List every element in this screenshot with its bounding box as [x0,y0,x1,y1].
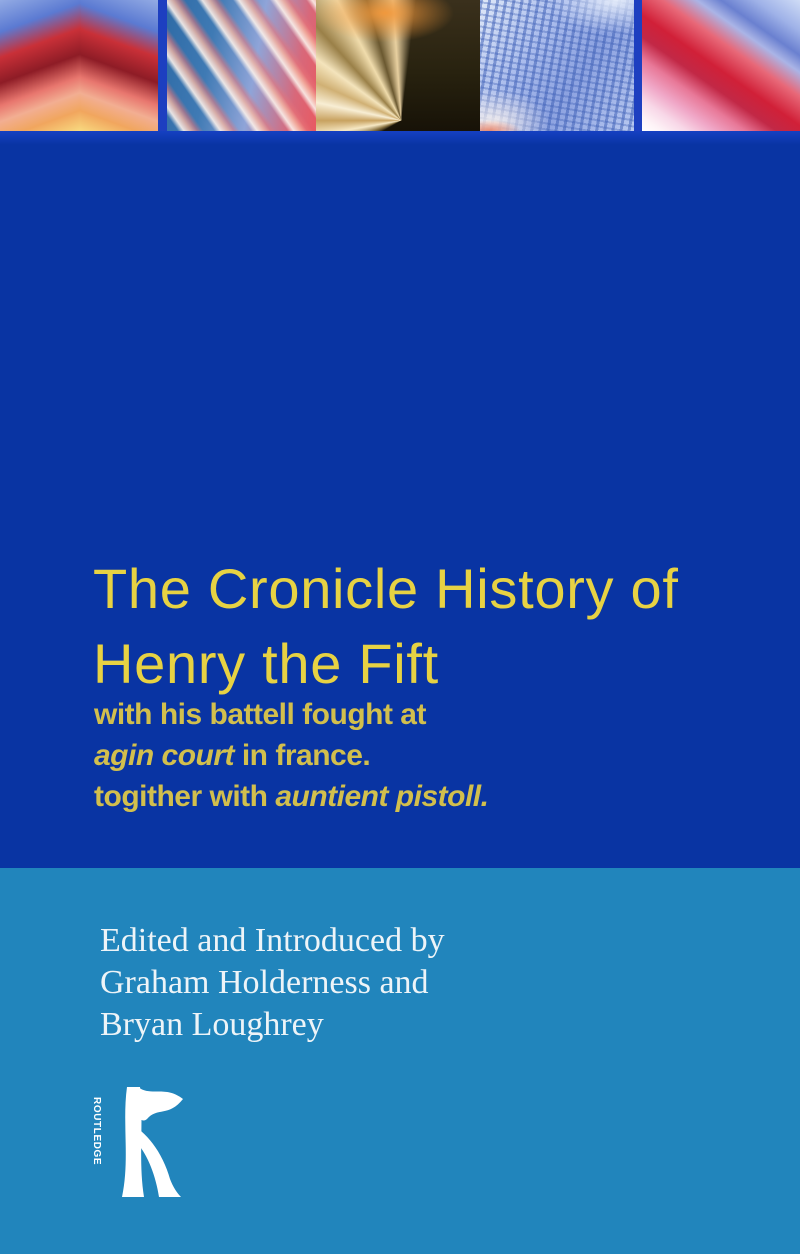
cover-photo-strip [0,0,800,131]
subtitle-line-2-rest: in france. [234,739,371,772]
subtitle-line-2-italic: agin court [94,739,235,772]
subtitle-line-3 [94,776,488,817]
photo-fanned-pages-icon [167,0,316,131]
credits-line-2: Graham Holderness and [100,964,429,1001]
subtitle-line-3-pre: togither with [94,780,276,813]
credits-line-3: Bryan Loughrey [100,1006,324,1043]
strip-divider [158,0,167,131]
book-title [93,551,679,701]
routledge-wordmark: ROUTLEDGE [91,1097,102,1166]
routledge-r-logo-icon [117,1087,183,1197]
editor-credits [100,920,445,1046]
title-line-1: The Cronicle History of [93,557,679,620]
book-subtitle [94,694,488,817]
photo-red-book-edges-icon [0,0,158,131]
photo-open-book-icon [316,0,480,131]
credits-line-1: Edited and Introduced by [100,922,445,959]
photo-printed-page-icon [480,0,634,131]
subtitle-line-3-italic: auntient pistoll. [275,780,489,813]
subtitle-line-1: with his battell fought at [94,698,426,731]
title-line-2: Henry the Fift [93,632,439,695]
strip-divider [634,0,642,131]
photo-pink-book-edges-icon [642,0,800,131]
strip-glow [0,131,800,145]
subtitle-line-2 [94,735,488,776]
